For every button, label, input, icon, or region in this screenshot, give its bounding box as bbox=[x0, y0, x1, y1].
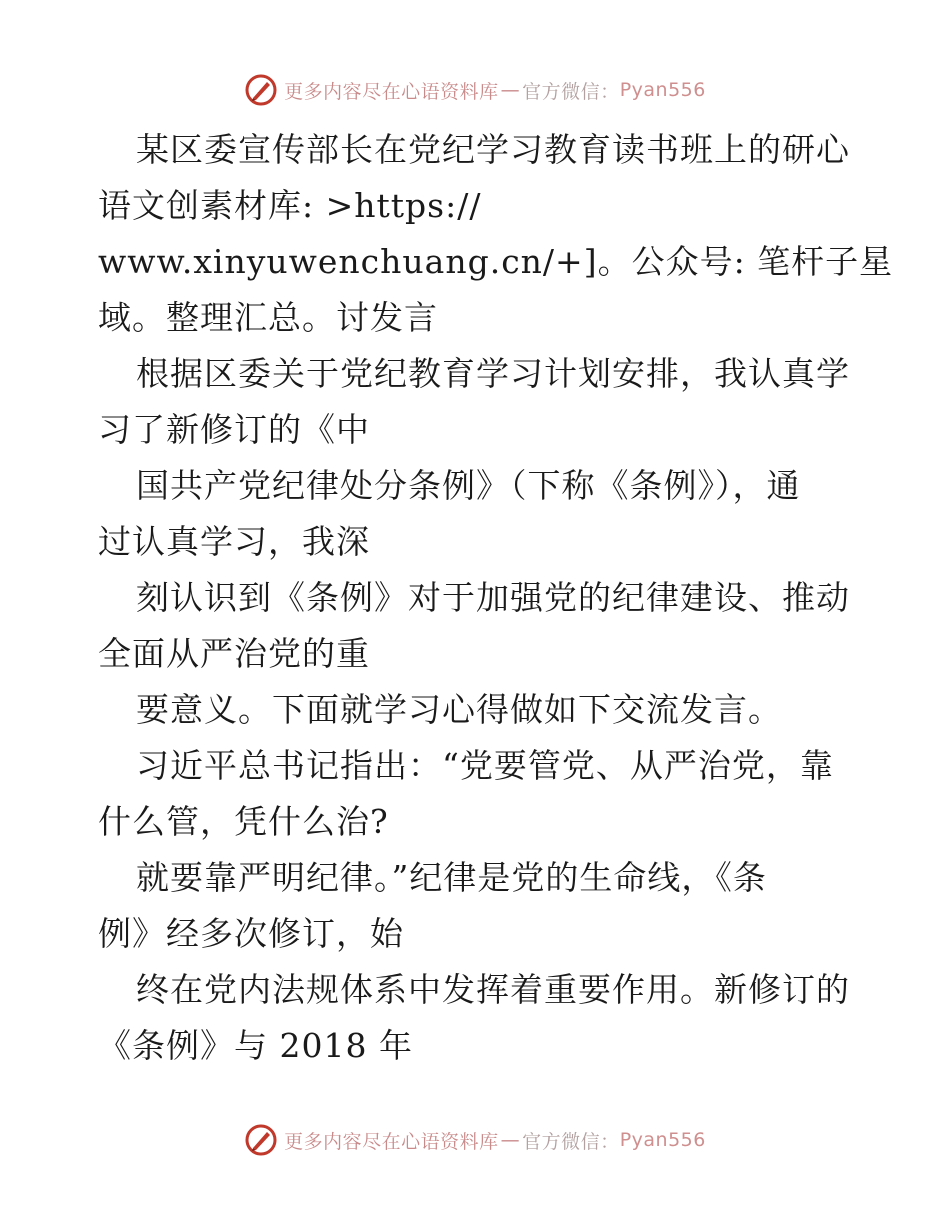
watermark-wechat-label: 官方微信： bbox=[522, 80, 620, 103]
text-line: 根据区委关于党纪教育学习计划安排，我认真学 bbox=[136, 354, 850, 393]
pen-logo-icon bbox=[244, 73, 278, 107]
text-line: 某区委宣传部长在党纪学习教育读书班上的研心 bbox=[136, 130, 850, 169]
text-line: 就要靠严明纪律。”纪律是党的生命线，《条 bbox=[136, 858, 767, 897]
text-line: 什么管，凭什么治? bbox=[98, 802, 389, 841]
text-line: 例》经多次修订，始 bbox=[98, 914, 404, 953]
watermark-dash: — bbox=[500, 79, 521, 101]
watermark-wechat-id: Pyan556 bbox=[619, 1129, 706, 1151]
text-line: 语文创素材库: >https:// bbox=[98, 186, 482, 225]
text-line: 习了新修订的《中 bbox=[98, 410, 370, 449]
text-line: 过认真学习，我深 bbox=[98, 522, 370, 561]
text-line: 刻认识到《条例》对于加强党的纪律建设、推动 bbox=[136, 578, 850, 617]
header-watermark bbox=[0, 70, 950, 110]
text-line: www.xinyuwenchuang.cn/+]。公众号: 笔杆子星 bbox=[98, 242, 894, 281]
text-line: 习近平总书记指出：“党要管党、从严治党，靠 bbox=[136, 746, 834, 785]
text-line: 域。整理汇总。讨发言 bbox=[98, 298, 438, 337]
watermark-wechat-id: Pyan556 bbox=[619, 79, 706, 101]
watermark-main-text: 更多内容尽在心语资料库 bbox=[284, 1130, 499, 1153]
text-line: 全面从严治党的重 bbox=[98, 634, 370, 673]
footer-watermark bbox=[0, 1120, 950, 1160]
text-line: 《条例》与 2018 年 bbox=[98, 1026, 413, 1065]
watermark-dash: — bbox=[500, 1129, 521, 1151]
text-line: 终在党内法规体系中发挥着重要作用。新修订的 bbox=[136, 970, 850, 1009]
watermark-main-text: 更多内容尽在心语资料库 bbox=[284, 80, 499, 103]
watermark-wechat-label: 官方微信： bbox=[522, 1130, 620, 1153]
pen-logo-icon bbox=[244, 1123, 278, 1157]
text-line: 国共产党纪律处分条例》（下称《条例》），通 bbox=[136, 466, 801, 505]
document-body bbox=[98, 122, 894, 1074]
text-line: 要意义。下面就学习心得做如下交流发言。 bbox=[136, 690, 782, 729]
